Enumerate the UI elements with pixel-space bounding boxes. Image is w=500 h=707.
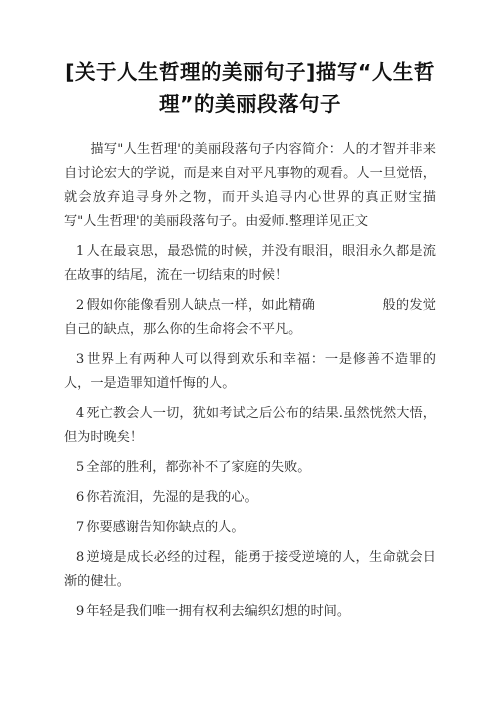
item-text: 年轻是我们唯一拥有权利去编织幻想的时间。: [86, 604, 351, 619]
item-number: 9: [75, 604, 85, 619]
item-number: 2: [75, 298, 85, 313]
item-text: 你若流泪，先湿的是我的心。: [86, 490, 258, 505]
item-number: 4: [75, 406, 85, 421]
item-number: 1: [75, 244, 85, 259]
list-item: [64, 546, 436, 594]
item-text: 逆境是成长必经的过程，能勇于接受逆境的人，生命就会日渐的健壮。: [64, 550, 436, 589]
item-text: 假如你能像看别人缺点一样，如此精确 般的发觉自己的缺点，那么你的生命将会不平凡。: [64, 298, 436, 337]
list-item: [64, 516, 436, 540]
intro-paragraph: 描写"人生哲理'的美丽段落句子内容简介：人的才智并非来自讨论宏大的学说，而是来自对平凡事物的观看。人一旦觉悟，就会放弃追寻身外之物，而开头追寻内心世界的真正财宝描写"人生哲理'的美丽段落句子。由爱师.整理详见正文: [64, 142, 436, 229]
list-item: [64, 348, 436, 396]
list-item: [64, 240, 436, 288]
list-item: [64, 486, 436, 510]
list-item: [64, 294, 436, 342]
item-text: 世界上有两种人可以得到欢乐和幸福：一是修善不造罪的人，一是造罪知道忏悔的人。: [64, 352, 436, 391]
list-item: [64, 600, 436, 624]
item-number: 5: [75, 460, 85, 475]
item-number: 3: [75, 352, 85, 367]
list-item: [64, 402, 436, 450]
document-title: [关于人生哲理的美丽句子]描写“人生哲理”的美丽段落句子: [65, 60, 435, 116]
item-number: 8: [75, 550, 85, 565]
item-text: 你要感谢告知你缺点的人。: [86, 520, 245, 535]
item-text: 全部的胜利，都弥补不了家庭的失败。: [86, 460, 311, 475]
item-text: 人在最哀思，最恐慌的时候，并没有眼泪，眼泪永久都是流在故事的结尾，流在一切结束的时候！: [64, 244, 436, 283]
item-number: 7: [75, 520, 85, 535]
item-number: 6: [75, 490, 85, 505]
list-item: [64, 456, 436, 480]
sentence-list: [64, 240, 436, 624]
item-text: 死亡教会人一切，犹如考试之后公布的结果.虽然恍然大悟，但为时晚矣！: [64, 406, 436, 445]
